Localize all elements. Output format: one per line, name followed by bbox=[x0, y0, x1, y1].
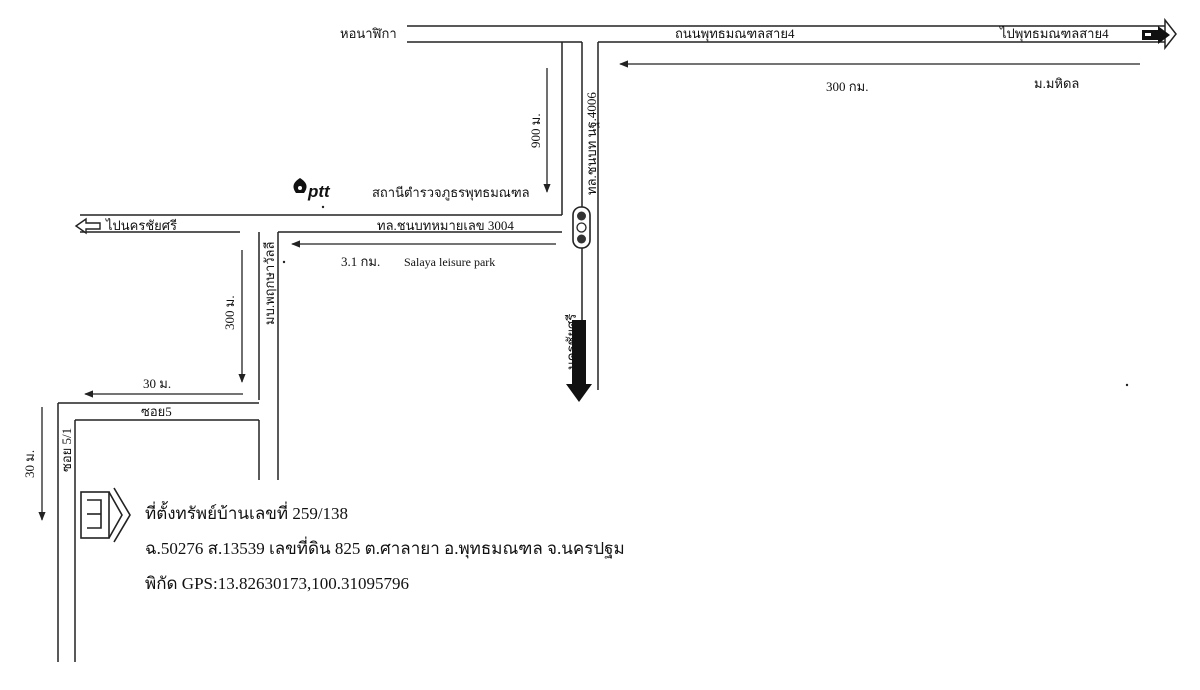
label-dist-900m: 900 ม. bbox=[528, 113, 543, 148]
property-gps: พิกัด GPS:13.82630173,100.31095796 bbox=[145, 574, 409, 593]
property-address: ที่ตั้งทรัพย์บ้านเลขที่ 259/138 bbox=[145, 504, 349, 523]
label-salaya-park: Salaya leisure park bbox=[404, 255, 496, 269]
label-road-buddha4: ถนนพุทธมณฑลสาย4 bbox=[675, 26, 795, 41]
ptt-logo-icon bbox=[293, 178, 331, 201]
label-soi5: ซอย5 bbox=[141, 404, 172, 419]
label-nawika: หอนาฬิกา bbox=[340, 26, 397, 41]
traffic-light-icon bbox=[573, 207, 590, 248]
label-police-station: สถานีตำรวจภูธรพุทธมณฑล bbox=[372, 185, 530, 200]
label-road-4006: ทล.ชนบท นฐ.4006 bbox=[584, 92, 599, 195]
label-dist-300m: 300 ม. bbox=[222, 295, 237, 330]
label-to-buddha4: ไปพุทธมณฑลสาย4 bbox=[1000, 26, 1109, 41]
ptt-label: ptt bbox=[308, 182, 330, 201]
label-dist-3-1km: 3.1 กม. bbox=[341, 254, 381, 269]
label-soi5-1: ซอย 5/1 bbox=[59, 427, 74, 472]
property-deed: ฉ.50276 ส.13539 เลขที่ดิน 825 ต.ศาลายา อ.พุทธมณฑล จ.นครปฐม bbox=[145, 539, 625, 558]
label-road-3004: ทล.ชนบทหมายเลข 3004 bbox=[377, 218, 514, 233]
label-to-nakhonchaisi: ไปนครชัยศรี bbox=[106, 218, 178, 233]
house-pointer-icon bbox=[81, 488, 130, 542]
label-dist-30m-v: 30 ม. bbox=[22, 449, 37, 478]
label-nakhonchaisi-down: นครชัยศรี bbox=[564, 313, 579, 370]
dot-marker bbox=[283, 261, 285, 263]
label-dist-30m-h: 30 ม. bbox=[143, 376, 172, 391]
arrow-to-nakhonchaisi-left-icon bbox=[76, 219, 100, 233]
label-village-road: มบ.พฤกษาวัลลี bbox=[262, 241, 277, 325]
dot-marker bbox=[1126, 384, 1128, 386]
dot-marker bbox=[322, 206, 324, 208]
label-mahidol: ม.มหิดล bbox=[1034, 76, 1080, 91]
label-dist-300km: 300 กม. bbox=[826, 79, 869, 94]
property-info bbox=[145, 496, 845, 601]
